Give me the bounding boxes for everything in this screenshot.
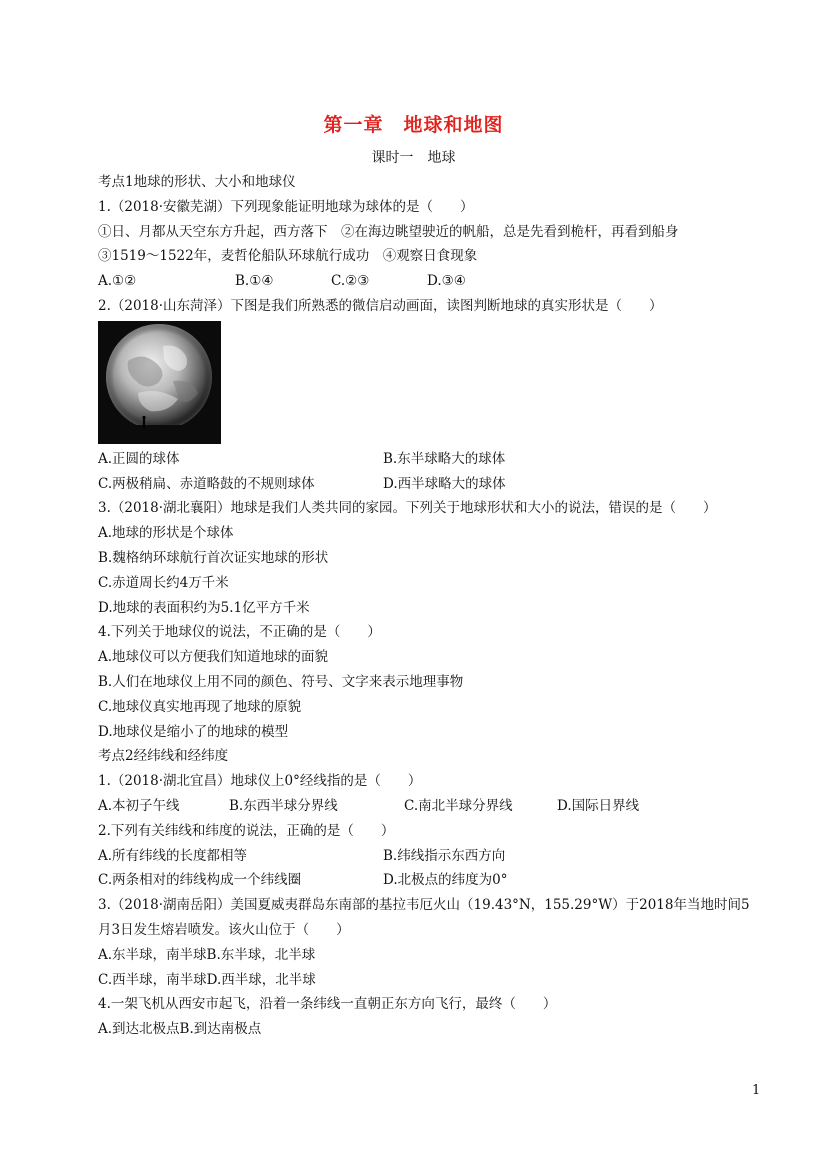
s2-q2-stem: 2.下列有关纬线和纬度的说法，正确的是（ ） bbox=[98, 822, 395, 839]
s2-q1-stem: 1.（2018·湖北宜昌）地球仪上0°经线指的是（ ） bbox=[98, 773, 422, 790]
section1-heading: 考点1地球的形状、大小和地球仪 bbox=[98, 174, 296, 190]
option-a[interactable]: A.地球的形状是个球体 bbox=[98, 525, 234, 542]
s1-q1-options bbox=[98, 269, 763, 294]
chapter-title: 第一章 地球和地图 bbox=[323, 114, 504, 136]
s2-q4-options-row1[interactable]: A.到达北极点B.到达南极点 bbox=[98, 1021, 262, 1038]
earth-image bbox=[98, 321, 221, 444]
option-a[interactable]: A.所有纬线的长度都相等 bbox=[98, 847, 248, 864]
option-a[interactable]: A.①② bbox=[98, 273, 137, 290]
s1-q2-options-row1 bbox=[98, 447, 763, 472]
option-d[interactable]: D.国际日界线 bbox=[557, 797, 640, 814]
option-a[interactable]: A.正圆的球体 bbox=[98, 450, 180, 467]
s1-q3-stem: 3.（2018·湖北襄阳）地球是我们人类共同的家园。下列关于地球形状和大小的说法，错误的是（ ） bbox=[98, 500, 717, 517]
s1-q2-options-row2 bbox=[98, 472, 763, 497]
option-d[interactable]: D.西半球略大的球体 bbox=[383, 475, 506, 492]
option-a[interactable]: A.本初子午线 bbox=[98, 797, 180, 814]
s1-q4-stem: 4.下列关于地球仪的说法，不正确的是（ ） bbox=[98, 624, 381, 641]
s1-q1-line1: ①日、月都从天空东方升起，西方落下 ②在海边眺望驶近的帆船，总是先看到桅杆，再看到船身 bbox=[98, 223, 679, 240]
lesson-title: 课时一 地球 bbox=[371, 150, 456, 166]
option-b[interactable]: B.东半球略大的球体 bbox=[383, 450, 506, 467]
option-c[interactable]: C.两极稍扁、赤道略鼓的不规则球体 bbox=[98, 475, 315, 492]
option-d[interactable]: D.地球仪是缩小了的地球的模型 bbox=[98, 723, 289, 740]
s1-q1-stem: 1.（2018·安徽芜湖）下列现象能证明地球为球体的是（ ） bbox=[98, 198, 474, 215]
option-c[interactable]: C.地球仪真实地再现了地球的原貌 bbox=[98, 698, 302, 715]
page-number: 1 bbox=[752, 1083, 761, 1098]
content bbox=[98, 170, 763, 1042]
section2-heading: 考点2经纬线和经纬度 bbox=[98, 748, 229, 765]
s2-q2-options-row2 bbox=[98, 868, 763, 893]
earth-icon bbox=[98, 321, 221, 444]
option-b[interactable]: B.人们在地球仪上用不同的颜色、符号、文字来表示地理事物 bbox=[98, 673, 464, 690]
option-d[interactable]: D.③④ bbox=[427, 273, 466, 290]
option-c[interactable]: C.两条相对的纬线构成一个纬线圈 bbox=[98, 872, 302, 889]
s2-q2-options-row1 bbox=[98, 844, 763, 869]
option-b[interactable]: B.①④ bbox=[235, 273, 274, 290]
s2-q3-options-row2[interactable]: C.西半球，南半球D.西半球，北半球 bbox=[98, 971, 316, 988]
option-c[interactable]: C.赤道周长约4万千米 bbox=[98, 574, 229, 591]
s2-q3-options-row1[interactable]: A.东半球，南半球B.东半球，北半球 bbox=[98, 946, 316, 963]
s2-q4-stem: 4.一架飞机从西安市起飞，沿着一条纬线一直朝正东方向飞行，最终（ ） bbox=[98, 996, 557, 1013]
option-b[interactable]: B.东西半球分界线 bbox=[229, 797, 338, 814]
s2-q1-options bbox=[98, 794, 763, 819]
option-d[interactable]: D.地球的表面积约为5.1亿平方千米 bbox=[98, 599, 310, 616]
option-b[interactable]: B.魏格纳环球航行首次证实地球的形状 bbox=[98, 549, 329, 566]
option-d[interactable]: D.北极点的纬度为0° bbox=[383, 872, 508, 889]
option-a[interactable]: A.地球仪可以方便我们知道地球的面貌 bbox=[98, 649, 329, 666]
option-c[interactable]: C.②③ bbox=[331, 273, 370, 290]
option-b[interactable]: B.纬线指示东西方向 bbox=[383, 847, 506, 864]
option-c[interactable]: C.南北半球分界线 bbox=[404, 797, 513, 814]
s1-q1-line2: ③1519～1522年，麦哲伦船队环球航行成功 ④观察日食现象 bbox=[98, 248, 478, 265]
s2-q3-stem: 3.（2018·湖南岳阳）美国夏威夷群岛东南部的基拉韦厄火山（19.43°N，155.29°W）于2018年当地时间5月3日发生熔岩喷发。该火山位于（ ） bbox=[98, 897, 750, 938]
s1-q2-stem: 2.（2018·山东菏泽）下图是我们所熟悉的微信启动画面，读图判断地球的真实形状是（ ） bbox=[98, 297, 663, 314]
